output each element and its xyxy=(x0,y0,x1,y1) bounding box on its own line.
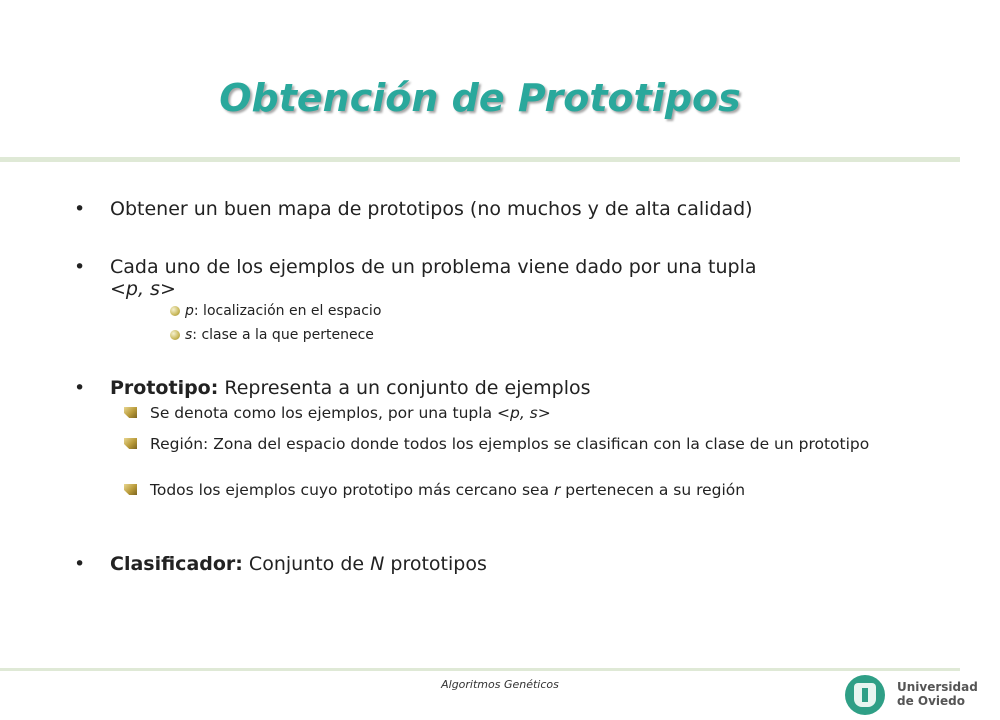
sub-bullet-denota-text: Se denota como los ejemplos, por una tupla xyxy=(150,404,497,422)
var-n: N xyxy=(370,553,385,575)
var-r: r xyxy=(554,481,561,499)
footer-divider xyxy=(0,668,960,671)
logo-line-1: Universidad xyxy=(897,680,978,694)
square-bullet-icon xyxy=(124,407,137,418)
footer-text: Algoritmos Genéticos xyxy=(441,678,559,691)
university-seal-icon xyxy=(845,675,885,715)
bullet-3-text: Representa a un conjunto de ejemplos xyxy=(218,377,591,399)
title-divider xyxy=(0,157,960,162)
var-p: p xyxy=(185,303,194,319)
sub-bullet-todos-text-b: pertenecen a su región xyxy=(560,481,746,499)
bullet-dot: • xyxy=(74,553,86,575)
logo-line-2: de Oviedo xyxy=(897,694,966,708)
square-bullet-icon xyxy=(124,484,137,495)
round-bullet-icon xyxy=(170,306,180,316)
bullet-dot: • xyxy=(74,198,86,220)
bullet-2-tuple: <p, s> xyxy=(110,278,176,300)
bullet-3-term: Prototipo: xyxy=(110,377,219,399)
square-bullet-icon xyxy=(124,438,137,449)
bullet-4-term: Clasificador: xyxy=(110,553,243,575)
sub-bullet-denota-tuple: <p, s> xyxy=(497,404,551,422)
slide-title: Obtención de Prototipos xyxy=(219,76,741,120)
bullet-2-text: Cada uno de los ejemplos de un problema viene dado por una tupla xyxy=(110,256,757,278)
sub-bullet-s-text: : clase a la que pertenece xyxy=(192,327,374,343)
round-bullet-icon xyxy=(170,330,180,340)
bullet-2 xyxy=(74,256,894,300)
bullet-1-text: Obtener un buen mapa de prototipos (no muchos y de alta calidad) xyxy=(110,198,753,220)
university-logo xyxy=(843,672,978,718)
bullet-dot: • xyxy=(74,256,86,278)
sub-bullet-todos-text-a: Todos los ejemplos cuyo prototipo más cercano sea xyxy=(150,481,554,499)
bullet-4-text-b: prototipos xyxy=(384,553,487,575)
var-s: s xyxy=(185,327,193,343)
sub-bullet-p-text: : localización en el espacio xyxy=(193,303,382,319)
sub-bullet-region-text: Región: Zona del espacio donde todos los ejemplos se clasifican con la clase de un prototipo xyxy=(150,435,870,453)
bullet-4-text-a: Conjunto de xyxy=(242,553,371,575)
bullet-dot: • xyxy=(74,377,86,399)
